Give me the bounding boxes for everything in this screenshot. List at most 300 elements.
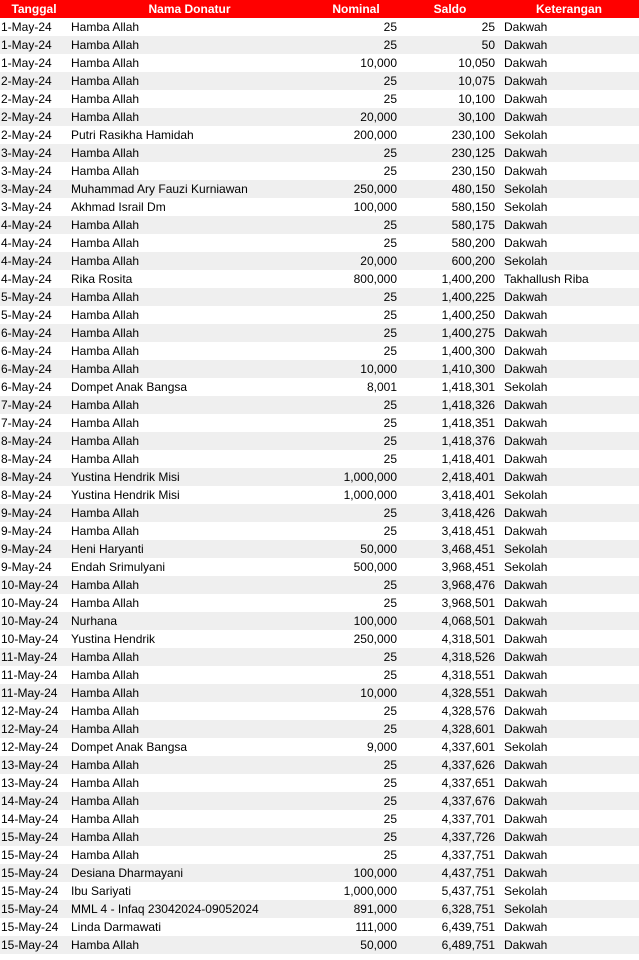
cell-tanggal[interactable]: 6-May-24 (0, 324, 68, 342)
cell-saldo[interactable]: 4,318,551 (401, 666, 499, 684)
cell-saldo[interactable]: 230,125 (401, 144, 499, 162)
table-row (0, 72, 639, 90)
cell-tanggal[interactable]: 8-May-24 (0, 432, 68, 450)
cell-tanggal[interactable]: 7-May-24 (0, 414, 68, 432)
cell-tanggal[interactable]: 5-May-24 (0, 306, 68, 324)
cell-nominal[interactable]: 25 (311, 432, 401, 450)
cell-tanggal[interactable]: 3-May-24 (0, 198, 68, 216)
cell-tanggal[interactable]: 2-May-24 (0, 108, 68, 126)
cell-nominal[interactable]: 25 (311, 702, 401, 720)
table-row (0, 684, 639, 702)
cell-keterangan[interactable]: Dakwah (499, 864, 639, 882)
cell-nama-donatur[interactable]: Hamba Allah (68, 522, 311, 540)
cell-saldo[interactable]: 230,150 (401, 162, 499, 180)
cell-saldo[interactable]: 480,150 (401, 180, 499, 198)
cell-nama-donatur[interactable]: Dompet Anak Bangsa (68, 738, 311, 756)
cell-tanggal[interactable]: 15-May-24 (0, 936, 68, 954)
header-saldo[interactable]: Saldo (401, 0, 499, 18)
cell-tanggal[interactable]: 10-May-24 (0, 594, 68, 612)
cell-nominal[interactable]: 25 (311, 216, 401, 234)
cell-keterangan[interactable]: Sekolah (499, 900, 639, 918)
cell-nama-donatur[interactable]: Muhammad Ary Fauzi Kurniawan (68, 180, 311, 198)
cell-nominal[interactable]: 50,000 (311, 540, 401, 558)
cell-saldo[interactable]: 4,437,751 (401, 864, 499, 882)
cell-tanggal[interactable]: 9-May-24 (0, 504, 68, 522)
cell-tanggal[interactable]: 4-May-24 (0, 270, 68, 288)
cell-nominal[interactable]: 10,000 (311, 360, 401, 378)
cell-tanggal[interactable]: 15-May-24 (0, 864, 68, 882)
cell-nominal[interactable]: 25 (311, 522, 401, 540)
cell-saldo[interactable]: 4,337,651 (401, 774, 499, 792)
cell-saldo[interactable]: 1,410,300 (401, 360, 499, 378)
cell-nama-donatur[interactable]: Hamba Allah (68, 720, 311, 738)
cell-nama-donatur[interactable]: Hamba Allah (68, 774, 311, 792)
header-nominal[interactable]: Nominal (311, 0, 401, 18)
cell-keterangan[interactable]: Takhallush Riba (499, 270, 639, 288)
cell-tanggal[interactable]: 9-May-24 (0, 522, 68, 540)
cell-saldo[interactable]: 1,400,225 (401, 288, 499, 306)
cell-saldo[interactable]: 580,200 (401, 234, 499, 252)
cell-tanggal[interactable]: 2-May-24 (0, 72, 68, 90)
cell-keterangan[interactable]: Dakwah (499, 144, 639, 162)
cell-saldo[interactable]: 580,175 (401, 216, 499, 234)
cell-keterangan[interactable]: Dakwah (499, 630, 639, 648)
cell-tanggal[interactable]: 12-May-24 (0, 738, 68, 756)
cell-nominal[interactable]: 25 (311, 288, 401, 306)
cell-nominal[interactable]: 25 (311, 810, 401, 828)
cell-saldo[interactable]: 4,068,501 (401, 612, 499, 630)
cell-saldo[interactable]: 1,418,376 (401, 432, 499, 450)
cell-keterangan[interactable]: Dakwah (499, 666, 639, 684)
cell-saldo[interactable]: 4,337,726 (401, 828, 499, 846)
cell-keterangan[interactable]: Dakwah (499, 918, 639, 936)
cell-nominal[interactable]: 25 (311, 648, 401, 666)
cell-keterangan[interactable]: Dakwah (499, 522, 639, 540)
cell-tanggal[interactable]: 11-May-24 (0, 666, 68, 684)
cell-keterangan[interactable]: Dakwah (499, 234, 639, 252)
cell-nama-donatur[interactable]: Hamba Allah (68, 414, 311, 432)
table-row (0, 594, 639, 612)
cell-nominal[interactable]: 25 (311, 144, 401, 162)
cell-saldo[interactable]: 3,418,426 (401, 504, 499, 522)
cell-nominal[interactable]: 100,000 (311, 612, 401, 630)
cell-saldo[interactable]: 1,400,250 (401, 306, 499, 324)
cell-tanggal[interactable]: 9-May-24 (0, 558, 68, 576)
table-row (0, 756, 639, 774)
cell-nominal[interactable]: 10,000 (311, 684, 401, 702)
cell-nama-donatur[interactable]: Hamba Allah (68, 342, 311, 360)
table-row (0, 468, 639, 486)
cell-tanggal[interactable]: 15-May-24 (0, 828, 68, 846)
cell-nominal[interactable]: 25 (311, 72, 401, 90)
cell-keterangan[interactable]: Dakwah (499, 576, 639, 594)
cell-saldo[interactable]: 10,100 (401, 90, 499, 108)
cell-nominal[interactable]: 20,000 (311, 252, 401, 270)
cell-nama-donatur[interactable]: Hamba Allah (68, 432, 311, 450)
cell-tanggal[interactable]: 9-May-24 (0, 540, 68, 558)
cell-nama-donatur[interactable]: Putri Rasikha Hamidah (68, 126, 311, 144)
cell-keterangan[interactable]: Sekolah (499, 180, 639, 198)
cell-saldo[interactable]: 1,400,275 (401, 324, 499, 342)
header-nama-donatur[interactable]: Nama Donatur (68, 0, 311, 18)
table-row (0, 36, 639, 54)
cell-nominal[interactable]: 25 (311, 90, 401, 108)
cell-nominal[interactable]: 25 (311, 324, 401, 342)
cell-nama-donatur[interactable]: Hamba Allah (68, 594, 311, 612)
cell-nominal[interactable]: 50,000 (311, 936, 401, 954)
cell-saldo[interactable]: 6,439,751 (401, 918, 499, 936)
cell-nama-donatur[interactable]: Yustina Hendrik Misi (68, 486, 311, 504)
cell-nama-donatur[interactable]: Hamba Allah (68, 756, 311, 774)
cell-tanggal[interactable]: 8-May-24 (0, 486, 68, 504)
cell-nominal[interactable]: 25 (311, 414, 401, 432)
table-row (0, 828, 639, 846)
cell-nama-donatur[interactable]: Desiana Dharmayani (68, 864, 311, 882)
cell-keterangan[interactable]: Dakwah (499, 108, 639, 126)
cell-saldo[interactable]: 230,100 (401, 126, 499, 144)
cell-saldo[interactable]: 4,328,601 (401, 720, 499, 738)
cell-tanggal[interactable]: 15-May-24 (0, 846, 68, 864)
cell-nama-donatur[interactable]: MML 4 - Infaq 23042024-09052024 (68, 900, 311, 918)
cell-saldo[interactable]: 10,050 (401, 54, 499, 72)
cell-nominal[interactable]: 25 (311, 720, 401, 738)
cell-saldo[interactable]: 4,337,676 (401, 792, 499, 810)
cell-nama-donatur[interactable]: Hamba Allah (68, 576, 311, 594)
cell-saldo[interactable]: 4,328,551 (401, 684, 499, 702)
table-row (0, 234, 639, 252)
cell-saldo[interactable]: 1,400,200 (401, 270, 499, 288)
cell-nominal[interactable]: 25 (311, 234, 401, 252)
cell-saldo[interactable]: 4,337,626 (401, 756, 499, 774)
table-row (0, 270, 639, 288)
table-row (0, 18, 639, 36)
cell-nama-donatur[interactable]: Yustina Hendrik Misi (68, 468, 311, 486)
cell-tanggal[interactable]: 6-May-24 (0, 342, 68, 360)
cell-tanggal[interactable]: 15-May-24 (0, 900, 68, 918)
cell-keterangan[interactable]: Dakwah (499, 468, 639, 486)
cell-keterangan[interactable]: Dakwah (499, 396, 639, 414)
cell-nominal[interactable]: 800,000 (311, 270, 401, 288)
table-row (0, 864, 639, 882)
cell-nama-donatur[interactable]: Hamba Allah (68, 216, 311, 234)
cell-nama-donatur[interactable]: Hamba Allah (68, 36, 311, 54)
cell-nominal[interactable]: 25 (311, 756, 401, 774)
cell-nama-donatur[interactable]: Hamba Allah (68, 792, 311, 810)
cell-nama-donatur[interactable]: Ibu Sariyati (68, 882, 311, 900)
cell-nominal[interactable]: 25 (311, 774, 401, 792)
cell-nominal[interactable]: 1,000,000 (311, 486, 401, 504)
table-row (0, 378, 639, 396)
cell-tanggal[interactable]: 14-May-24 (0, 792, 68, 810)
cell-nama-donatur[interactable]: Hamba Allah (68, 144, 311, 162)
cell-tanggal[interactable]: 11-May-24 (0, 648, 68, 666)
cell-nama-donatur[interactable]: Hamba Allah (68, 504, 311, 522)
cell-keterangan[interactable]: Dakwah (499, 702, 639, 720)
cell-tanggal[interactable]: 8-May-24 (0, 450, 68, 468)
cell-saldo[interactable]: 6,328,751 (401, 900, 499, 918)
cell-keterangan[interactable]: Sekolah (499, 126, 639, 144)
table-row (0, 702, 639, 720)
cell-saldo[interactable]: 600,200 (401, 252, 499, 270)
cell-tanggal[interactable]: 11-May-24 (0, 684, 68, 702)
cell-keterangan[interactable]: Dakwah (499, 846, 639, 864)
cell-saldo[interactable]: 5,437,751 (401, 882, 499, 900)
cell-nama-donatur[interactable]: Hamba Allah (68, 90, 311, 108)
cell-keterangan[interactable]: Dakwah (499, 432, 639, 450)
cell-nama-donatur[interactable]: Akhmad Israil Dm (68, 198, 311, 216)
cell-nama-donatur[interactable]: Endah Srimulyani (68, 558, 311, 576)
cell-tanggal[interactable]: 7-May-24 (0, 396, 68, 414)
cell-nama-donatur[interactable]: Hamba Allah (68, 108, 311, 126)
cell-tanggal[interactable]: 10-May-24 (0, 630, 68, 648)
cell-nominal[interactable]: 100,000 (311, 198, 401, 216)
cell-keterangan[interactable]: Dakwah (499, 342, 639, 360)
cell-nominal[interactable]: 25 (311, 162, 401, 180)
cell-saldo[interactable]: 1,418,351 (401, 414, 499, 432)
cell-keterangan[interactable]: Dakwah (499, 54, 639, 72)
header-row (0, 0, 639, 18)
cell-nama-donatur[interactable]: Dompet Anak Bangsa (68, 378, 311, 396)
cell-nominal[interactable]: 25 (311, 666, 401, 684)
cell-saldo[interactable]: 1,418,401 (401, 450, 499, 468)
cell-nama-donatur[interactable]: Hamba Allah (68, 810, 311, 828)
cell-nominal[interactable]: 25 (311, 594, 401, 612)
cell-nominal[interactable]: 20,000 (311, 108, 401, 126)
cell-nama-donatur[interactable]: Hamba Allah (68, 702, 311, 720)
cell-tanggal[interactable]: 2-May-24 (0, 126, 68, 144)
cell-tanggal[interactable]: 15-May-24 (0, 918, 68, 936)
cell-tanggal[interactable]: 10-May-24 (0, 576, 68, 594)
cell-nominal[interactable]: 25 (311, 576, 401, 594)
cell-keterangan[interactable]: Dakwah (499, 414, 639, 432)
table-row (0, 486, 639, 504)
table-row (0, 54, 639, 72)
header-tanggal[interactable]: Tanggal (0, 0, 68, 18)
table-row (0, 90, 639, 108)
cell-nama-donatur[interactable]: Linda Darmawati (68, 918, 311, 936)
cell-keterangan[interactable]: Dakwah (499, 810, 639, 828)
table-row (0, 792, 639, 810)
cell-nominal[interactable]: 25 (311, 450, 401, 468)
cell-tanggal[interactable]: 15-May-24 (0, 882, 68, 900)
cell-saldo[interactable]: 30,100 (401, 108, 499, 126)
cell-tanggal[interactable]: 14-May-24 (0, 810, 68, 828)
cell-keterangan[interactable]: Dakwah (499, 324, 639, 342)
cell-nominal[interactable]: 8,001 (311, 378, 401, 396)
cell-keterangan[interactable]: Sekolah (499, 198, 639, 216)
table-row (0, 252, 639, 270)
header-keterangan[interactable]: Keterangan (499, 0, 639, 18)
cell-nama-donatur[interactable]: Hamba Allah (68, 360, 311, 378)
table-row (0, 144, 639, 162)
table-row (0, 522, 639, 540)
cell-saldo[interactable]: 6,489,751 (401, 936, 499, 954)
cell-tanggal[interactable]: 12-May-24 (0, 720, 68, 738)
cell-tanggal[interactable]: 4-May-24 (0, 252, 68, 270)
cell-nominal[interactable]: 111,000 (311, 918, 401, 936)
cell-nominal[interactable]: 891,000 (311, 900, 401, 918)
cell-tanggal[interactable]: 4-May-24 (0, 216, 68, 234)
cell-nominal[interactable]: 10,000 (311, 54, 401, 72)
cell-tanggal[interactable]: 1-May-24 (0, 54, 68, 72)
cell-nominal[interactable]: 25 (311, 846, 401, 864)
cell-saldo[interactable]: 3,418,401 (401, 486, 499, 504)
cell-saldo[interactable]: 10,075 (401, 72, 499, 90)
cell-nominal[interactable]: 25 (311, 306, 401, 324)
table-row (0, 360, 639, 378)
cell-keterangan[interactable]: Dakwah (499, 360, 639, 378)
table-row (0, 162, 639, 180)
table-row (0, 810, 639, 828)
cell-keterangan[interactable]: Dakwah (499, 288, 639, 306)
cell-keterangan[interactable]: Dakwah (499, 36, 639, 54)
cell-nama-donatur[interactable]: Hamba Allah (68, 396, 311, 414)
cell-keterangan[interactable]: Sekolah (499, 738, 639, 756)
cell-keterangan[interactable]: Dakwah (499, 162, 639, 180)
cell-keterangan[interactable]: Dakwah (499, 504, 639, 522)
table-row (0, 558, 639, 576)
cell-keterangan[interactable]: Dakwah (499, 450, 639, 468)
cell-tanggal[interactable]: 1-May-24 (0, 18, 68, 36)
cell-saldo[interactable]: 4,318,501 (401, 630, 499, 648)
cell-nama-donatur[interactable]: Hamba Allah (68, 450, 311, 468)
cell-tanggal[interactable]: 3-May-24 (0, 162, 68, 180)
cell-nama-donatur[interactable]: Heni Haryanti (68, 540, 311, 558)
cell-saldo[interactable]: 1,418,326 (401, 396, 499, 414)
cell-saldo[interactable]: 50 (401, 36, 499, 54)
cell-tanggal[interactable]: 13-May-24 (0, 756, 68, 774)
cell-nominal[interactable]: 25 (311, 792, 401, 810)
cell-keterangan[interactable]: Dakwah (499, 792, 639, 810)
cell-tanggal[interactable]: 6-May-24 (0, 360, 68, 378)
cell-nama-donatur[interactable]: Hamba Allah (68, 306, 311, 324)
cell-keterangan[interactable]: Dakwah (499, 936, 639, 954)
cell-saldo[interactable]: 25 (401, 18, 499, 36)
cell-keterangan[interactable]: Dakwah (499, 756, 639, 774)
cell-keterangan[interactable]: Dakwah (499, 90, 639, 108)
cell-keterangan[interactable]: Dakwah (499, 612, 639, 630)
table-row (0, 882, 639, 900)
cell-keterangan[interactable]: Dakwah (499, 828, 639, 846)
cell-nama-donatur[interactable]: Hamba Allah (68, 648, 311, 666)
cell-nama-donatur[interactable]: Hamba Allah (68, 54, 311, 72)
cell-nama-donatur[interactable]: Hamba Allah (68, 846, 311, 864)
cell-tanggal[interactable]: 13-May-24 (0, 774, 68, 792)
cell-nama-donatur[interactable]: Nurhana (68, 612, 311, 630)
cell-saldo[interactable]: 580,150 (401, 198, 499, 216)
cell-keterangan[interactable]: Sekolah (499, 558, 639, 576)
table-row (0, 936, 639, 954)
cell-keterangan[interactable]: Dakwah (499, 306, 639, 324)
cell-saldo[interactable]: 1,400,300 (401, 342, 499, 360)
cell-keterangan[interactable]: Dakwah (499, 774, 639, 792)
cell-nama-donatur[interactable]: Hamba Allah (68, 162, 311, 180)
cell-tanggal[interactable]: 6-May-24 (0, 378, 68, 396)
cell-nominal[interactable]: 250,000 (311, 630, 401, 648)
cell-tanggal[interactable]: 10-May-24 (0, 612, 68, 630)
cell-nominal[interactable]: 25 (311, 504, 401, 522)
cell-nama-donatur[interactable]: Rika Rosita (68, 270, 311, 288)
cell-saldo[interactable]: 1,418,301 (401, 378, 499, 396)
cell-nominal[interactable]: 1,000,000 (311, 882, 401, 900)
cell-saldo[interactable]: 3,968,476 (401, 576, 499, 594)
cell-saldo[interactable]: 3,418,451 (401, 522, 499, 540)
table-row (0, 738, 639, 756)
cell-nama-donatur[interactable]: Hamba Allah (68, 252, 311, 270)
cell-saldo[interactable]: 3,968,501 (401, 594, 499, 612)
table-row (0, 648, 639, 666)
cell-saldo[interactable]: 2,418,401 (401, 468, 499, 486)
cell-keterangan[interactable]: Sekolah (499, 378, 639, 396)
cell-keterangan[interactable]: Sekolah (499, 540, 639, 558)
cell-saldo[interactable]: 3,968,451 (401, 558, 499, 576)
table-row (0, 342, 639, 360)
cell-saldo[interactable]: 4,337,751 (401, 846, 499, 864)
cell-nominal[interactable]: 500,000 (311, 558, 401, 576)
cell-nominal[interactable]: 25 (311, 828, 401, 846)
cell-saldo[interactable]: 4,318,526 (401, 648, 499, 666)
cell-tanggal[interactable]: 2-May-24 (0, 90, 68, 108)
cell-nama-donatur[interactable]: Hamba Allah (68, 828, 311, 846)
cell-nama-donatur[interactable]: Hamba Allah (68, 72, 311, 90)
cell-nominal[interactable]: 25 (311, 396, 401, 414)
cell-nama-donatur[interactable]: Hamba Allah (68, 234, 311, 252)
cell-keterangan[interactable]: Dakwah (499, 648, 639, 666)
cell-keterangan[interactable]: Sekolah (499, 486, 639, 504)
cell-nama-donatur[interactable]: Hamba Allah (68, 936, 311, 954)
cell-nama-donatur[interactable]: Hamba Allah (68, 288, 311, 306)
table-row (0, 288, 639, 306)
cell-nominal[interactable]: 200,000 (311, 126, 401, 144)
table-row (0, 450, 639, 468)
cell-nama-donatur[interactable]: Hamba Allah (68, 684, 311, 702)
cell-nominal[interactable]: 9,000 (311, 738, 401, 756)
cell-tanggal[interactable]: 8-May-24 (0, 468, 68, 486)
cell-nominal[interactable]: 100,000 (311, 864, 401, 882)
cell-saldo[interactable]: 4,337,601 (401, 738, 499, 756)
cell-saldo[interactable]: 4,337,701 (401, 810, 499, 828)
cell-saldo[interactable]: 4,328,576 (401, 702, 499, 720)
cell-tanggal[interactable]: 1-May-24 (0, 36, 68, 54)
cell-tanggal[interactable]: 5-May-24 (0, 288, 68, 306)
cell-nominal[interactable]: 25 (311, 342, 401, 360)
cell-keterangan[interactable]: Sekolah (499, 252, 639, 270)
cell-nominal[interactable]: 25 (311, 36, 401, 54)
cell-nama-donatur[interactable]: Hamba Allah (68, 324, 311, 342)
cell-keterangan[interactable]: Dakwah (499, 18, 639, 36)
cell-nominal[interactable]: 250,000 (311, 180, 401, 198)
table-row (0, 198, 639, 216)
cell-saldo[interactable]: 3,468,451 (401, 540, 499, 558)
table-row (0, 396, 639, 414)
cell-tanggal[interactable]: 3-May-24 (0, 180, 68, 198)
cell-nominal[interactable]: 25 (311, 18, 401, 36)
cell-tanggal[interactable]: 4-May-24 (0, 234, 68, 252)
cell-tanggal[interactable]: 12-May-24 (0, 702, 68, 720)
table-row (0, 918, 639, 936)
cell-keterangan[interactable]: Dakwah (499, 720, 639, 738)
cell-tanggal[interactable]: 3-May-24 (0, 144, 68, 162)
cell-keterangan[interactable]: Dakwah (499, 594, 639, 612)
cell-keterangan[interactable]: Dakwah (499, 72, 639, 90)
cell-keterangan[interactable]: Sekolah (499, 882, 639, 900)
cell-keterangan[interactable]: Dakwah (499, 684, 639, 702)
cell-nominal[interactable]: 1,000,000 (311, 468, 401, 486)
cell-nama-donatur[interactable]: Hamba Allah (68, 666, 311, 684)
cell-keterangan[interactable]: Dakwah (499, 216, 639, 234)
cell-nama-donatur[interactable]: Yustina Hendrik (68, 630, 311, 648)
cell-nama-donatur[interactable]: Hamba Allah (68, 18, 311, 36)
